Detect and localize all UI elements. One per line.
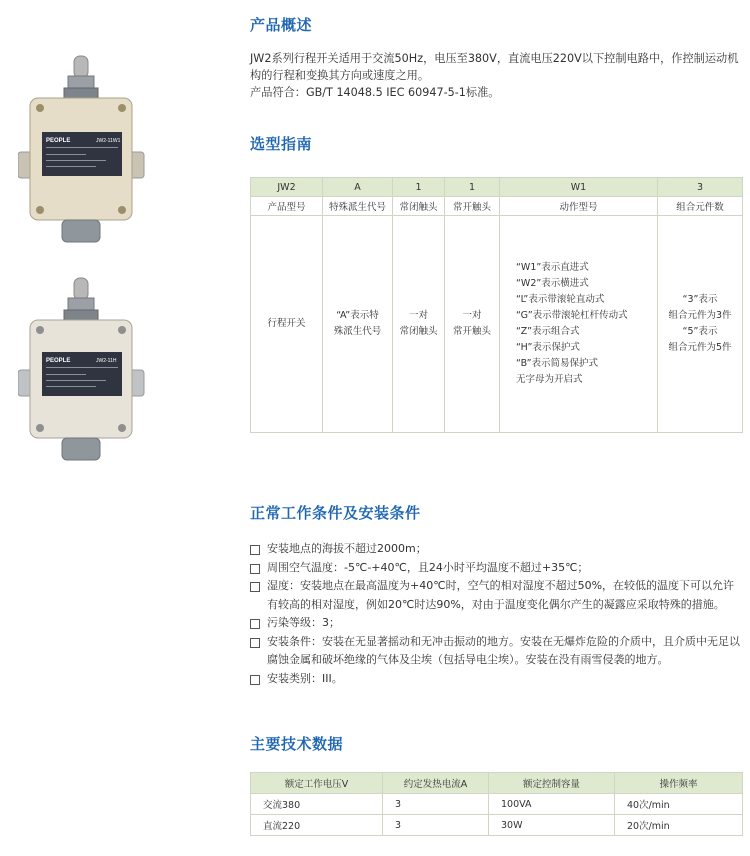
- selection-code-row: [251, 178, 743, 197]
- overview-title: 产品概述: [250, 16, 313, 34]
- table-row: [251, 794, 743, 815]
- checkbox-icon: [250, 619, 260, 629]
- condition-text: 周围空气温度：-5℃-+40℃，且24小时平均温度不超过+35℃；: [267, 560, 589, 574]
- tech-header-row: [251, 773, 743, 794]
- tech-title: 主要技术数据: [250, 735, 344, 753]
- tech-table: [250, 772, 743, 836]
- product-brand: PEOPLE: [46, 358, 71, 364]
- table-cell: 交流380: [251, 794, 383, 815]
- checkbox-icon: [250, 675, 260, 685]
- desc-line: “A”表示特: [336, 310, 379, 321]
- header-cell: 常开触头: [445, 197, 500, 216]
- table-cell: 30W: [489, 815, 615, 836]
- desc-cell: 行程开关: [251, 216, 323, 433]
- desc-line: 一对: [462, 310, 482, 321]
- header-cell: 组合元件数: [658, 197, 743, 216]
- table-cell: 20次/min: [615, 815, 743, 836]
- code-cell: W1: [500, 178, 658, 197]
- desc-line: “L”表示带滚轮直动式: [516, 294, 605, 305]
- selection-title: 选型指南: [250, 135, 313, 153]
- table-row: [251, 815, 743, 836]
- condition-text: 安装地点的海拔不超过2000m；: [267, 542, 427, 555]
- selection-header-row: [251, 197, 743, 216]
- desc-cell: [393, 216, 445, 433]
- table-cell: 直流220: [251, 815, 383, 836]
- desc-line: 一对: [408, 310, 428, 321]
- desc-line: “H”表示保护式: [516, 342, 580, 353]
- checkbox-icon: [250, 638, 260, 648]
- condition-text: 安装类别：III。: [267, 671, 343, 685]
- desc-line: “Z”表示组合式: [516, 326, 580, 337]
- desc-cell: [500, 216, 658, 433]
- list-item: [250, 559, 742, 578]
- product-model: JW2-11H: [96, 358, 117, 364]
- checkbox-icon: [250, 564, 260, 574]
- desc-line: 殊派生代号: [333, 326, 382, 337]
- list-item: [250, 577, 742, 614]
- overview-paragraph: 产品符合：GB/T 14048.5 IEC 60947-5-1标准。: [250, 86, 500, 99]
- checkbox-icon: [250, 582, 260, 592]
- desc-line: 常闭触头: [399, 326, 438, 337]
- code-cell: JW2: [251, 178, 323, 197]
- product-image-1: [18, 52, 148, 252]
- desc-cell: [445, 216, 500, 433]
- overview-paragraph: JW2系列行程开关适用于交流50Hz，电压至380V，直流电压220V以下控制电路中，作控制运动机构的行程和变换其方向或速度之用。: [250, 52, 739, 82]
- header-cell: 常闭触头: [393, 197, 445, 216]
- header-cell: 约定发热电流A: [383, 773, 489, 794]
- table-cell: 3: [383, 794, 489, 815]
- desc-line: “B”表示简易保护式: [516, 358, 599, 369]
- header-cell: 额定工作电压V: [251, 773, 383, 794]
- table-cell: 40次/min: [615, 794, 743, 815]
- condition-text: 安装条件：安装在无显著摇动和无冲击振动的地方。安装在无爆炸危险的介质中，且介质中无足以腐蚀金属和破坏绝缘的气体及尘埃（包括导电尘埃）。安装在没有雨雪侵袭的地方。: [267, 634, 740, 666]
- desc-line: “3”表示: [682, 294, 718, 305]
- overview-text: [250, 50, 742, 101]
- conditions-list: [250, 540, 742, 688]
- code-cell: 1: [445, 178, 500, 197]
- product-brand: PEOPLE: [46, 138, 71, 144]
- header-cell: 操作频率: [615, 773, 743, 794]
- desc-line: 常开触头: [452, 326, 491, 337]
- list-item: [250, 633, 742, 670]
- product-model: JW2-11W1: [96, 138, 121, 144]
- desc-cell: [658, 216, 743, 433]
- condition-text: 湿度：安装地点在最高温度为+40℃时，空气的相对湿度不超过50%，在较低的温度下可以允许有较高的相对湿度，例如20℃时达90%，对由于温度变化偶尔产生的凝露应采取特殊的措施。: [267, 579, 735, 611]
- desc-line: “W1”表示直进式: [516, 262, 589, 273]
- code-cell: 1: [393, 178, 445, 197]
- desc-line: 组合元件为3件: [668, 310, 732, 321]
- selection-desc-row: [251, 216, 743, 433]
- checkbox-icon: [250, 545, 260, 555]
- header-cell: 特殊派生代号: [323, 197, 393, 216]
- table-cell: 100VA: [489, 794, 615, 815]
- list-item: [250, 540, 742, 559]
- header-cell: 产品型号: [251, 197, 323, 216]
- desc-line: 组合元件为5件: [668, 342, 732, 353]
- condition-text: 污染等级：3；: [267, 616, 340, 629]
- list-item: [250, 614, 742, 633]
- desc-cell: [323, 216, 393, 433]
- desc-line: 无字母为开启式: [516, 374, 583, 385]
- desc-line: “5”表示: [682, 326, 718, 337]
- header-cell: 额定控制容量: [489, 773, 615, 794]
- product-image-2: [18, 274, 148, 474]
- desc-line: “G”表示带滚轮杠杆传动式: [516, 310, 628, 321]
- header-cell: 动作型号: [500, 197, 658, 216]
- code-cell: 3: [658, 178, 743, 197]
- code-cell: A: [323, 178, 393, 197]
- desc-line: “W2”表示横进式: [516, 278, 589, 289]
- selection-table: [250, 177, 743, 433]
- table-cell: 3: [383, 815, 489, 836]
- list-item: [250, 670, 742, 689]
- conditions-title: 正常工作条件及安装条件: [250, 504, 421, 522]
- product-images: [0, 0, 240, 856]
